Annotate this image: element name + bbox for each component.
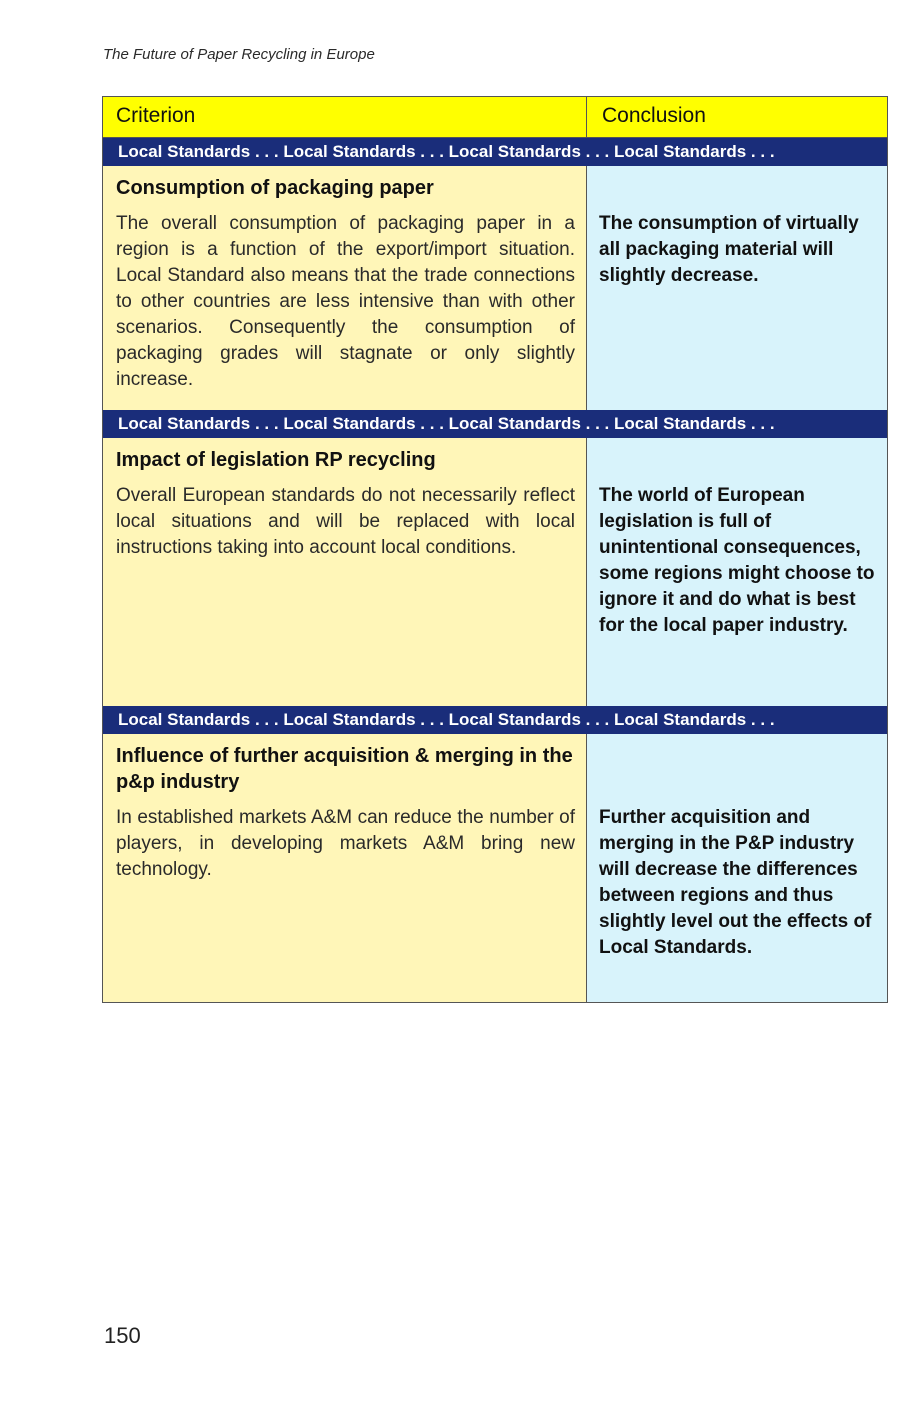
table-row [103, 438, 887, 706]
table-row [103, 166, 887, 410]
conclusion-text: The consumption of virtually all packaging material will slightly decrease. [599, 213, 859, 286]
conclusion-cell [587, 166, 887, 410]
conclusion-cell [587, 438, 887, 706]
table-header [103, 97, 887, 138]
scenario-band: Local Standards . . . Local Standards . . . Local Standards . . . Local Standards . . . [103, 410, 887, 438]
running-title: The Future of Paper Recycling in Europe [103, 46, 375, 63]
criterion-cell [103, 734, 587, 1002]
scenario-band: Local Standards . . . Local Standards . . . Local Standards . . . Local Standards . . . [103, 706, 887, 734]
criterion-title: Consumption of packaging paper [116, 177, 434, 199]
scenario-band: Local Standards . . . Local Standards . . . Local Standards . . . Local Standards . . . [103, 138, 887, 166]
criteria-table [102, 96, 888, 1003]
criterion-title: Influence of further acquisition & merging in the p&p industry [116, 745, 573, 793]
criterion-text: In established markets A&M can reduce the number of players, in developing markets A&M bring new technology. [116, 807, 575, 880]
conclusion-text: The world of European legislation is full of unintentional consequences, some regions might choose to ignore it and do what is best for the local paper industry. [599, 485, 875, 636]
criterion-header: Criterion [103, 97, 587, 137]
criterion-title: Impact of legislation RP recycling [116, 449, 436, 471]
criterion-cell [103, 438, 587, 706]
conclusion-cell [587, 734, 887, 1002]
criterion-cell [103, 166, 587, 410]
page-number: 150 [104, 1323, 141, 1348]
criterion-text: The overall consumption of packaging paper in a region is a function of the export/import situation. Local Standard also means that the trade connections to other countries are less intensive than with other scenarios. Consequently the consumption of packaging grades will stagnate or only slightly increase. [116, 213, 575, 390]
conclusion-header: Conclusion [602, 104, 706, 127]
criterion-text: Overall European standards do not necessarily reflect local situations and will be replaced with local instructions taking into account local conditions. [116, 485, 575, 558]
table-row [103, 734, 887, 1002]
conclusion-text: Further acquisition and merging in the P&P industry will decrease the differences between regions and thus slightly level out the effects of Local Standards. [599, 807, 872, 958]
